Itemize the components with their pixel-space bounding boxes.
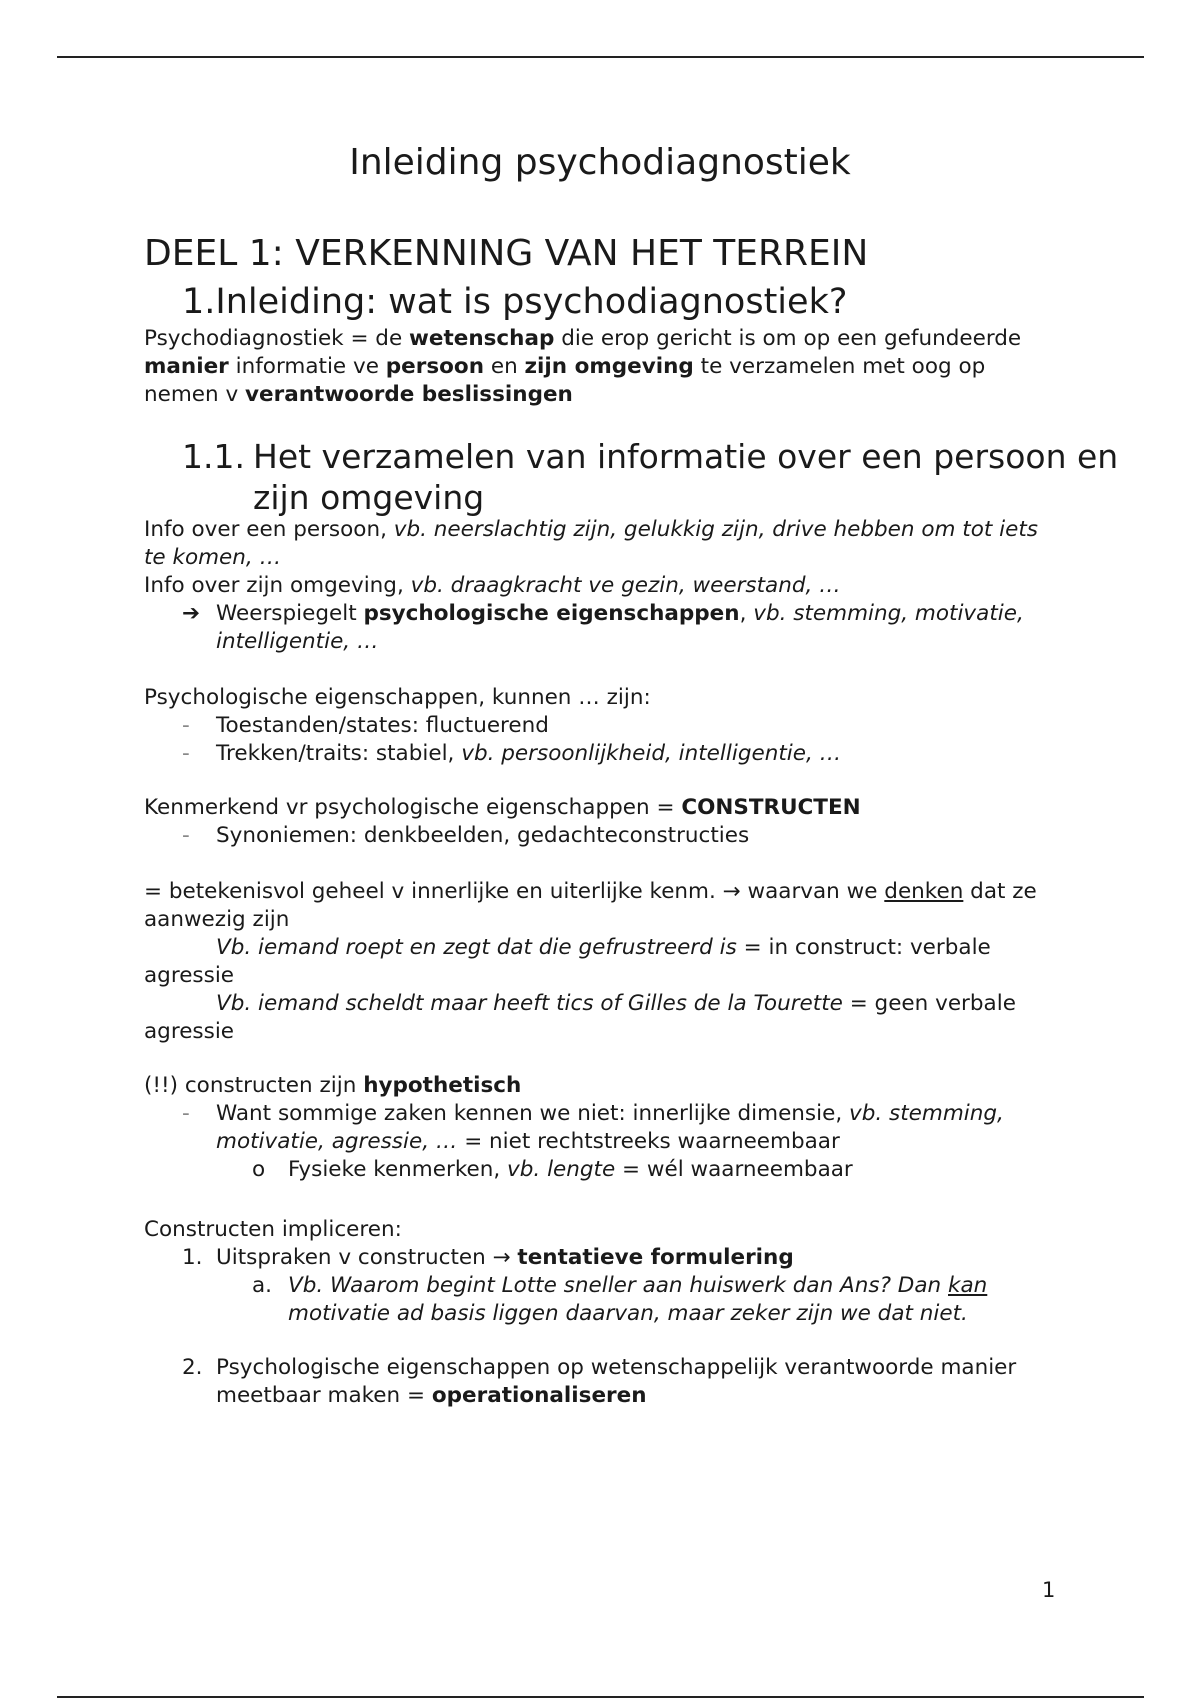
numbered-item-1: 1. Uitspraken v constructen → tentatieve formulering [182, 1245, 794, 1270]
info-person-paragraph: Info over een persoon, vb. neerslachtig zijn, gelukkig zijn, drive hebben om tot iets te komen, … [144, 517, 1038, 570]
list-item-states: - Toestanden/states: fluctuerend [182, 713, 549, 738]
info-environment-paragraph: Info over zijn omgeving, vb. draagkracht ve gezin, weerstand, … [144, 573, 841, 598]
meaning-paragraph: = betekenisvol geheel v innerlijke en uiterlijke kenm. → waarvan we denken dat ze aanwezig zijn [144, 879, 1037, 932]
constructs-paragraph: Kenmerkend vr psychologische eigenschappen = CONSTRUCTEN [144, 795, 861, 820]
implies-paragraph: Constructen impliceren: [144, 1217, 402, 1242]
definition-paragraph: Psychodiagnostiek = de wetenschap die erop gericht is om op een gefundeerde manier informatie ve persoon en zijn omgeving te verzamelen met oog op nemen v verantwoorde beslissingen [144, 326, 1022, 407]
arrow-icon: ➔ [182, 601, 201, 626]
dash-bullet: - [182, 823, 190, 848]
footer-rule [57, 1696, 1144, 1698]
header-rule [57, 56, 1144, 58]
example-paragraph-1: Vb. iemand roept en zegt dat die gefrustreerd is = in construct: verbale agressie [144, 935, 991, 988]
numbered-item-2: 2. Psychologische eigenschappen op wetenschappelijk verantwoorde manier meetbaar maken = operationaliseren [182, 1355, 1017, 1408]
circle-bullet: o [252, 1157, 266, 1182]
properties-intro: Psychologische eigenschappen, kunnen … zijn: [144, 685, 651, 710]
document-title: Inleiding psychodiagnostiek [349, 142, 851, 183]
chapter-heading: 1.Inleiding: wat is psychodiagnostiek? [182, 282, 848, 322]
list-item-synonyms: - Synoniemen: denkbeelden, gedachteconstructies [182, 823, 750, 848]
lettered-item-a: a. Vb. Waarom begint Lotte sneller aan huiswerk dan Ans? Dan kan motivatie ad basis liggen daarvan, maar zeker zijn we dat niet. [252, 1273, 988, 1326]
list-item-traits: - Trekken/traits: stabiel, vb. persoonlijkheid, intelligentie, … [182, 741, 842, 766]
list-item-physical: o Fysieke kenmerken, vb. lengte = wél waarneembaar [252, 1157, 853, 1182]
dash-bullet: - [182, 1101, 190, 1126]
reflect-text: Weerspiegelt psychologische eigenschappen, vb. stemming, motivatie, intelligentie, … [216, 601, 1024, 654]
section-number: 1.1. [182, 437, 245, 476]
reflect-arrow-item [182, 600, 1062, 656]
dash-bullet: - [182, 713, 190, 738]
page-number: 1 [1042, 1578, 1056, 1602]
part-heading: DEEL 1: VERKENNING VAN HET TERREIN [144, 233, 869, 274]
section-title: Het verzamelen van informatie over een persoon en zijn omgeving [253, 437, 1119, 517]
dash-bullet: - [182, 741, 190, 766]
hypothetical-paragraph: (!!) constructen zijn hypothetisch [144, 1073, 522, 1098]
example-paragraph-2: Vb. iemand scheldt maar heeft tics of Gilles de la Tourette = geen verbale agressie [144, 991, 1016, 1044]
list-item-unknown: - Want sommige zaken kennen we niet: innerlijke dimensie, vb. stemming, motivatie, agressie, … = niet rechtstreeks waarneembaar [182, 1101, 1004, 1154]
